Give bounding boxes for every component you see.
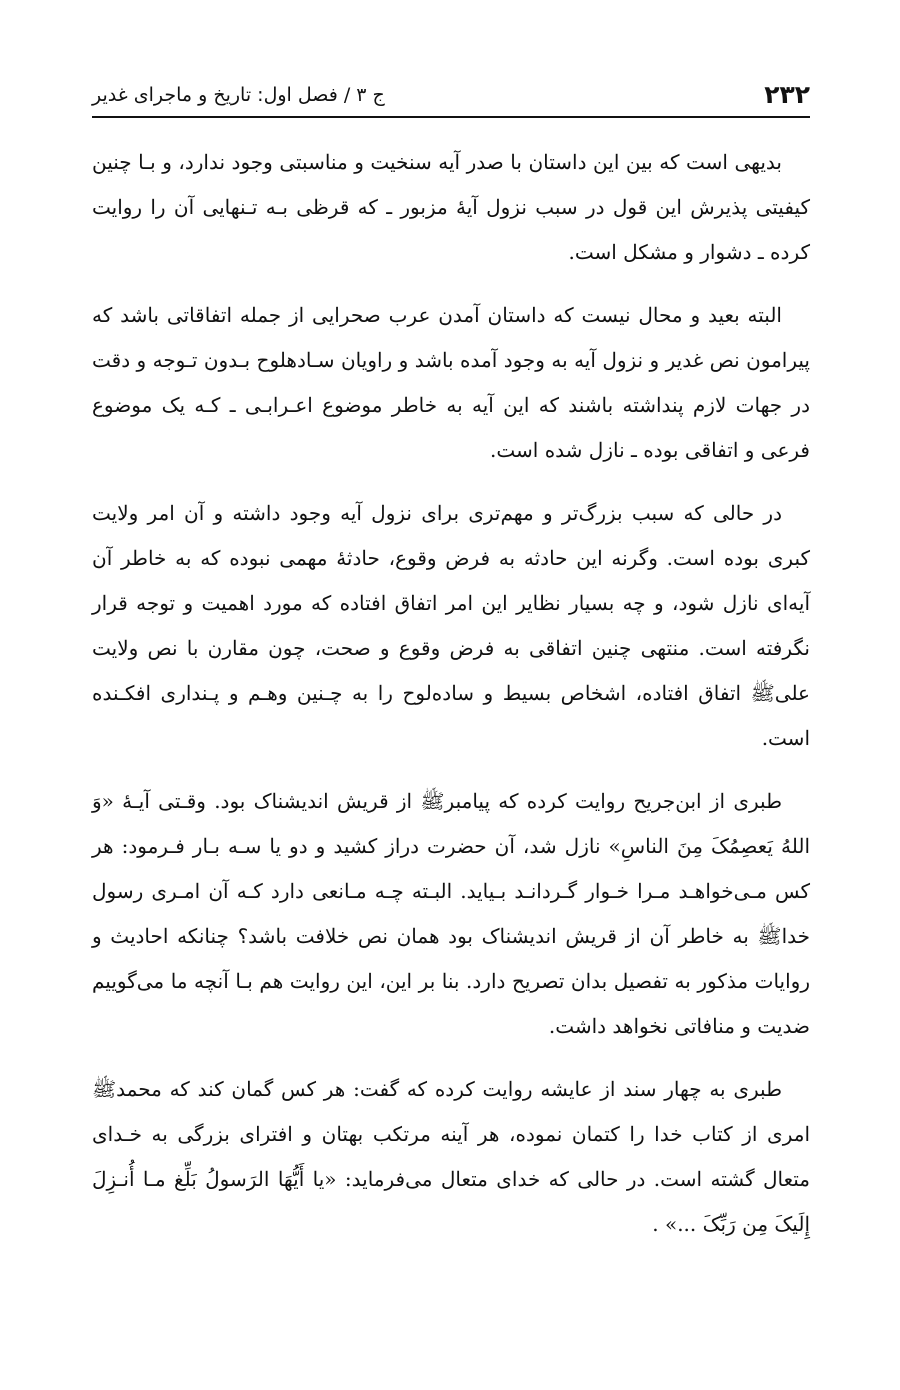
paragraph: در حالی که سبب بزرگ‌تر و مهم‌تری برای نزول آیه وجود داشته و آن امر ولایت کبری بوده است. وگرنه این حادثه به فرض وقوع، حادثهٔ مهمی نبوده که به خاطر آن آیه‌ای نازل شود، و چه بسیار نظایر این امر اتفاق افتاده که مورد اهمیت و توجه قرار نگرفته است. منتهی چنین اتفاقی به فرض وقوع و صحت، چون مقارن با نص ولایت علی‌ﷺ اتفاق افتاده، اشخاص بسیط و ساده‌لوح را به چـنین وهـم و پـنداری افکـنده است. (92, 501, 810, 750)
paragraph: طبری از ابن‌جریح روایت کرده که پیامبرﷺ از قریش اندیشناک بود. وقـتی آیـهٔ «وَ اللهُ یَعصِمُکَ مِنَ الناسِ» نازل شد، آن حضرت دراز کشید و دو یا سـه بـار فـرمود: هر کس مـی‌خواهـد مـرا خـوار گـردانـد بـیاید. البـته چـه مـانعی دارد کـه آن امـری رسول خداﷺ به خاطر آن از قریش اندیشناک بود همان نص خلافت باشد؟ چنانکه احادیث و روایات مذکور به تفصیل بدان تصریح دارد. بنا بر این، این روایت هم بـا آنچه ما می‌گوییم ضدیت و منافاتی نخواهد داشت. (92, 789, 811, 1038)
paragraph: البته بعید و محال نیست که داستان آمدن عرب صحرایی از جمله اتفاقاتی باشد که پیرامون نص غدیر و نزول آیه به وجود آمده باشد و راویان سـادهلوح بـدون تـوجه و دقت در جهات لازم پنداشته باشند که این آیه به خاطر موضوع اعـرابـی ـ کـه یک موضوع فرعی و اتفاقی بوده ـ نازل شده است. (92, 303, 810, 462)
page-number: ۲۳۲ (764, 80, 810, 109)
chapter-heading: ج ۳ / فصل اول: تاریخ و ماجرای غدیر (92, 84, 385, 106)
paragraph: طبری به چهار سند از عایشه روایت کرده که گفت: هر کس گمان کند که محمدﷺ امری از کتاب خدا را کتمان نموده، هر آینه مرتکب بهتان و افترای بزرگی به خـدای متعال گشته است. در حالی که خدای متعال می‌فرماید: «یا أَیُّهَا الرَسولُ بَلِّغ مـا أُنـزِلَ إِلَیکَ مِن رَبِّکَ ...» . (92, 1077, 810, 1236)
header-divider (92, 116, 810, 118)
running-head (92, 66, 810, 110)
body-text (92, 140, 810, 1265)
paragraph: بدیهی است که بین این داستان با صدر آیه سنخیت و مناسبتی وجود ندارد، و بـا چنین کیفیتی پذیرش این قول در سبب نزول آیهٔ مزبور ـ که قرظی بـه تـنهایی آن را روایت کرده ـ دشوار و مشکل است. (92, 150, 810, 264)
book-page (92, 0, 810, 1390)
